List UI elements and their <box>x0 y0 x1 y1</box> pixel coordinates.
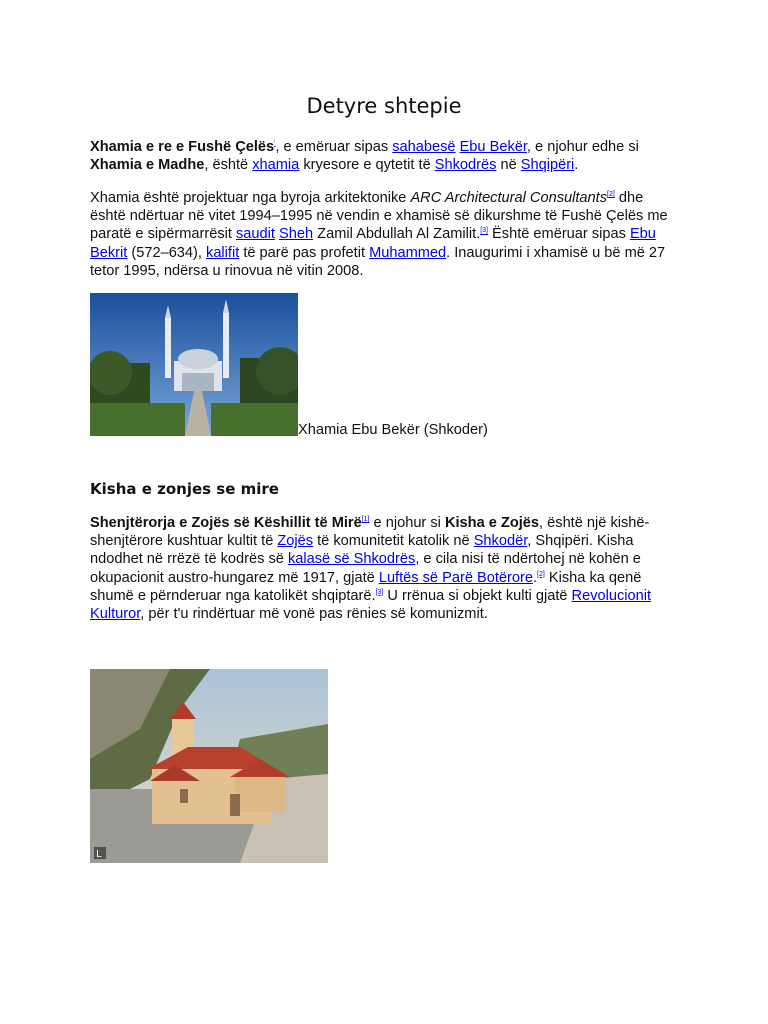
mosque-photo-caption: Xhamia Ebu Bekër (Shkoder) <box>298 422 488 438</box>
link-shqiperi[interactable]: Shqipëri <box>520 157 575 174</box>
text-run: , e emëruar sipas <box>275 139 393 155</box>
text-run: , e njohur edhe si <box>526 139 639 155</box>
mosque-photo <box>90 293 298 436</box>
watermark-logo: L <box>96 849 102 860</box>
link-shkoder[interactable]: Shkodër <box>473 533 528 550</box>
footnote-ref[interactable]: [3] <box>375 588 384 596</box>
mosque-history-paragraph <box>90 189 680 280</box>
text-run: Kisha ka qenë shumë e përnderuar nga katolikët shqiptarë. <box>90 569 642 604</box>
text-run: Është emëruar sipas <box>488 226 630 243</box>
footnote-ref[interactable]: ⁱ <box>274 140 276 148</box>
mosque-intro-paragraph <box>90 138 680 174</box>
church-name: Shenjtërorja e Zojës së Këshillit të Mirë <box>90 515 362 531</box>
footnote-ref[interactable]: [2] <box>537 570 545 578</box>
text-run: (572–634), <box>127 244 207 261</box>
section-heading: Kisha e zonjes se mire <box>90 480 279 498</box>
text-run: të komunitetit katolik në <box>313 533 474 550</box>
mosque-name: Xhamia e re e Fushë Çelës <box>90 139 275 155</box>
text-run: , është <box>204 157 253 174</box>
footnote-ref[interactable]: [2] <box>607 191 615 199</box>
text-run: . <box>532 569 538 586</box>
link-ebu-beker[interactable]: Ebu Bekër <box>459 139 527 155</box>
link-muhammed[interactable]: Muhammed <box>369 244 447 261</box>
link-zojes[interactable]: Zojës <box>277 533 314 550</box>
link-shkodres[interactable]: Shkodrës <box>434 157 497 174</box>
link-sheh[interactable]: Sheh <box>279 226 314 243</box>
link-kalase[interactable]: kalasë së Shkodrës <box>287 551 416 568</box>
text-run: U rrënua si objekt kulti gjatë <box>383 587 572 604</box>
link-revolucionit[interactable]: Revolucionit Kulturor <box>90 587 652 623</box>
text-run: , është një kishë-shenjtërore kushtuar kultit të <box>90 515 650 550</box>
church-alt-name: Kisha e Zojës <box>444 515 540 531</box>
text-run: . Inaugurimi i xhamisë u bë më 27 tetor 1995, ndërsa u rinovua në vitin 2008. <box>90 244 666 279</box>
link-saudit[interactable]: saudit <box>236 226 275 243</box>
text-run: Xhamia është projektuar nga byroja arkitektonike <box>90 190 411 206</box>
architect-name: ARC Architectural Consultants <box>410 190 607 206</box>
footnote-ref[interactable]: [1] <box>361 516 370 524</box>
text-run: në <box>496 157 521 174</box>
mosque-alt-name: Xhamia e Madhe <box>90 157 205 174</box>
link-luftes[interactable]: Luftës së Parë Botërore <box>378 569 533 586</box>
text-run: Zamil Abdullah Al Zamilit. <box>313 226 481 243</box>
text-run: , Shqipëri. Kisha ndodhet në rrëzë të kodrës së <box>90 533 634 568</box>
footnote-ref[interactable]: [3] <box>480 227 488 235</box>
link-ebu-bekrit[interactable]: Ebu Bekrit <box>90 226 656 261</box>
text-run: e njohur si <box>369 515 445 531</box>
church-paragraph <box>90 514 680 623</box>
link-sahabese[interactable]: sahabesë <box>392 139 456 155</box>
link-xhamia[interactable]: xhamia <box>252 157 300 174</box>
text-run: , për t'u rindërtuar më vonë pas rënies së komunizmit. <box>140 606 488 623</box>
text-run: , e cila nisi të ndërtohej në kohën e okupacionit austro-hungarez më 1917, gjatë <box>90 551 641 586</box>
page-title: Detyre shtepie <box>306 94 462 118</box>
text-run: dhe është ndërtuar në vitet 1994–1995 në vendin e xhamisë së dikurshme të Fushë Çelës me paratë e sipërmarrësit <box>90 190 668 243</box>
church-photo <box>90 669 328 863</box>
text-run: kryesore e qytetit të <box>299 157 435 174</box>
text-run: . <box>574 157 579 174</box>
text-run: të parë pas profetit <box>239 244 370 261</box>
link-kalifit[interactable]: kalifit <box>206 244 240 261</box>
